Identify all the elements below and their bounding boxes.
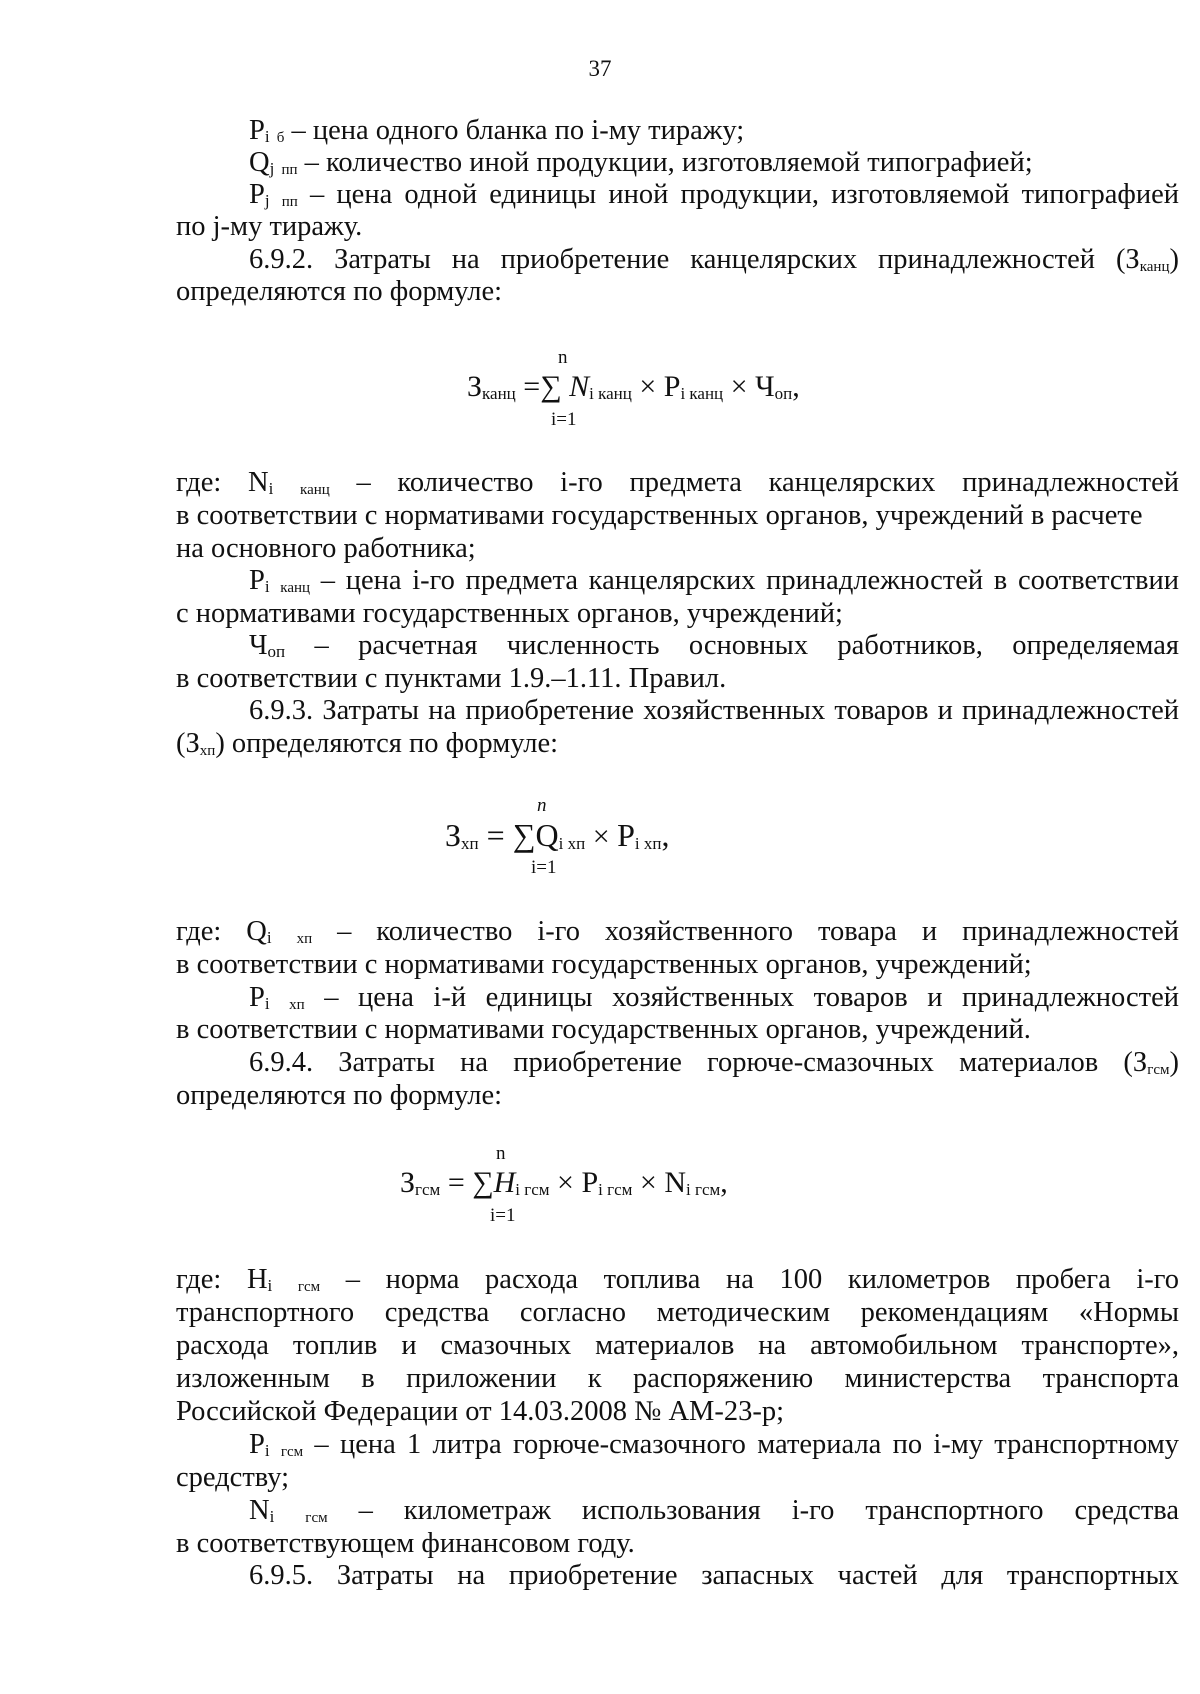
symbol: P [581,1166,599,1199]
text-line: в соответствии с пунктами 1.9.–1.11. Правил. [176,663,727,694]
line-text: – количество i-го предмета канцелярских принадлежностей [329,467,1180,498]
subscript: i [264,127,270,146]
line-text: – цена i-й единицы хозяйственных товаров и принадлежностей [304,982,1179,1013]
line-text: – километраж использования i-го транспортного средства [327,1495,1179,1526]
operator: = [478,817,513,853]
operator: × [632,1166,665,1199]
subscript: гсм [305,1510,328,1526]
sum-sign: ∑ [512,817,536,853]
sum-upper-limit: n [537,795,547,816]
subscript: пп [281,194,298,210]
line-text: – цена одного бланка по i-му тиражу; [284,115,745,146]
line-text: где: N [176,467,269,498]
subscript: i [264,994,270,1013]
text-line [176,727,1179,768]
sum-upper-limit: n [558,347,568,368]
operator: × [585,820,618,853]
text-line: определяются по формуле: [176,1080,503,1111]
operator: = [515,370,541,403]
operator: × [549,1166,582,1199]
symbol: P [249,565,265,596]
subscript: j [269,159,275,178]
line-text: – расчетная численность основных работников, определяемая [285,630,1179,661]
line-text: 6.9.2. Затраты на приобретение канцелярских принадлежностей (З [249,244,1140,275]
subscript: i [266,928,272,947]
subscript: б [276,130,285,146]
text-line: определяются по формуле: [176,276,503,307]
line-text: – цена 1 литра горюче-смазочного материала по i-му транспортному [303,1429,1179,1460]
text-line: на основного работника; [176,533,476,564]
subscript: j [264,191,270,210]
subscript: хп [199,743,216,759]
text-line: 6.9.3. Затраты на приобретение хозяйственных товаров и принадлежностей [249,695,1179,726]
text-line: средству; [176,1462,290,1493]
subscript: i [269,1507,275,1526]
symbol: H [493,1166,516,1199]
text-line: в соответствующем финансовом году. [176,1528,635,1559]
subscript: хп [289,997,305,1013]
text-line: по j-му тиражу. [176,211,363,242]
subscript: оп [267,642,286,661]
symbol: P [249,179,265,210]
line-text: где: H [176,1264,268,1295]
subscript: хп [296,931,313,947]
operator: = [440,1166,473,1199]
line-text: ) [1169,244,1179,275]
text-line: Российской Федерации от 14.03.2008 № АМ-23-р; [176,1396,785,1427]
sum-sign: ∑ [540,370,562,403]
text-line: в соответствии с нормативами государственных органов, учреждений. [176,1014,1031,1045]
text-line: в соответствии с нормативами государственных органов, учреждений; [176,949,1032,980]
sum-sign: ∑ [472,1166,494,1199]
subscript: оп [774,384,793,403]
subscript: i канц [589,384,632,403]
line-text: ) определяются по формуле: [215,728,559,759]
symbol: P [249,1429,265,1460]
text-line: транспортного средства согласно методическим рекомендациям «Нормы [176,1297,1179,1328]
line-text: – количество i-го хозяйственного товара и принадлежностей [312,916,1180,947]
symbol: P [249,115,265,146]
text-line: расхода топлив и смазочных материалов на автомобильном транспорте», [176,1330,1179,1361]
symbol: З [467,370,483,403]
symbol: P [663,370,681,403]
subscript: хп [461,834,479,853]
punctuation: , [792,370,800,403]
line-text: ) [1169,1047,1179,1078]
subscript: пп [281,162,298,178]
symbol: Q [535,817,559,853]
symbol: Ч [249,630,268,661]
subscript: i гсм [598,1180,633,1199]
symbol: P [617,817,635,853]
subscript: гсм [280,1444,304,1460]
sum-lower-limit: i=1 [551,409,577,430]
subscript: i гсм [515,1180,550,1199]
subscript: i хп [634,834,662,853]
symbol: З [400,1166,416,1199]
subscript: i [268,479,274,498]
sum-upper-limit: n [496,1143,506,1164]
symbol: Ч [755,370,775,403]
subscript: i хп [558,834,586,853]
subscript: канц [1139,259,1170,275]
subscript: i [267,1276,273,1295]
line-text: (З [176,728,200,759]
sum-lower-limit: i=1 [531,857,557,878]
subscript: i гсм [686,1180,721,1199]
symbol: N [569,370,590,403]
symbol: N [249,1495,270,1526]
symbol: З [445,817,462,853]
line-text: – количество иной продукции, изготовляемой типографией; [297,147,1033,178]
operator: × [631,370,664,403]
line-text: 6.9.4. Затраты на приобретение горюче-смазочных материалов (З [249,1047,1148,1078]
line-text: – цена одной единицы иной продукции, изготовляемой типографией [297,179,1179,210]
formula-body [467,370,800,411]
subscript: канц [280,580,311,596]
formula-body [400,1166,728,1207]
page-number: 37 [588,56,612,81]
subscript: i [264,577,270,596]
punctuation: , [661,817,670,853]
subscript: канц [300,482,330,498]
subscript: канц [482,384,516,403]
text-line: 6.9.5. Затраты на приобретение запасных частей для транспортных [249,1560,1179,1591]
symbol: Q [249,147,270,178]
symbol: N [664,1166,686,1199]
subscript: i [264,1441,270,1460]
subscript: гсм [1147,1062,1170,1078]
line-text: где: Q [176,916,267,947]
text-line: в соответствии с нормативами государственных органов, учреждений в расчете [176,500,1143,531]
operator: × [723,370,756,403]
sum-lower-limit: i=1 [490,1205,516,1226]
subscript: гсм [415,1180,441,1199]
symbol: P [249,982,265,1013]
line-text: – норма расхода топлива на 100 километров пробега i-го [320,1264,1179,1295]
subscript: i канц [680,384,724,403]
text-line: изложенным в приложении к распоряжению министерства транспорта [176,1363,1179,1394]
subscript: гсм [297,1279,321,1295]
punctuation: , [720,1166,728,1199]
formula-body [445,818,669,861]
text-line: с нормативами государственных органов, учреждений; [176,598,843,629]
line-text: – цена i-го предмета канцелярских принадлежностей в соответствии [310,565,1179,596]
